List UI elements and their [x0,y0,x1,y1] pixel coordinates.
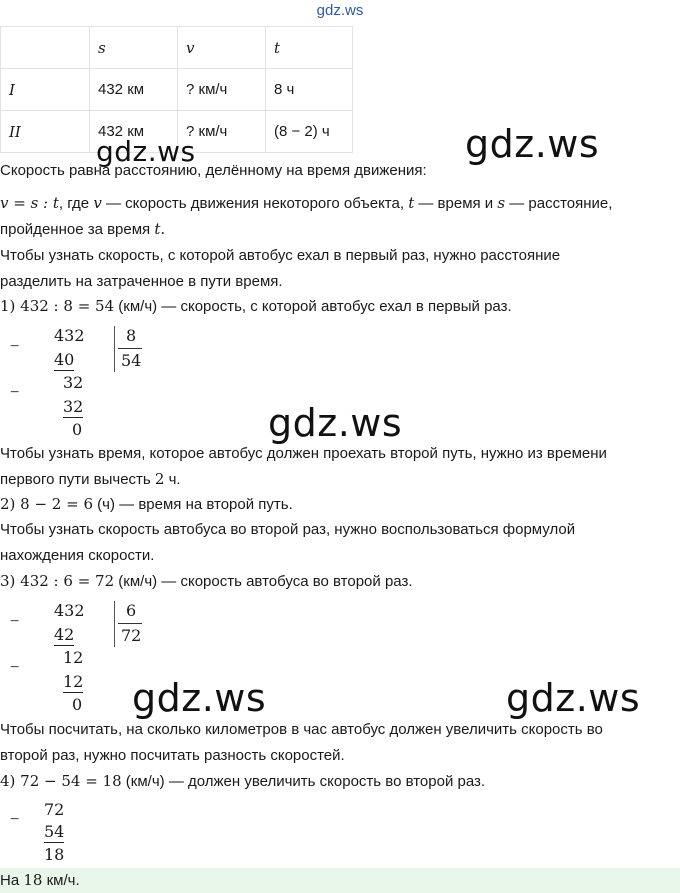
paragraph: второй раз, нужно посчитать разность скоростей. [0,747,345,764]
divisor: 8 [126,326,137,345]
paragraph: Чтобы посчитать, на сколько километров в час автобус должен увеличить скорость во [0,721,603,738]
data-table [0,26,353,153]
remainder: 32 [63,373,84,392]
partial-product: 42 [54,625,75,644]
minus-sign: − [10,384,20,401]
partial-product: 32 [63,397,84,416]
watermark: gdz.ws [268,401,403,445]
table-header-cell: v [178,27,266,69]
minus-sign: − [10,338,20,355]
step-2: 2) 8 − 2 = 6 (ч) — время на второй путь. [0,495,293,513]
final-remainder: 0 [72,420,83,439]
step-3: 3) 432 : 6 = 72 (км/ч) — скорость автобуса во второй раз. [0,572,413,590]
watermark: gdz.ws [132,676,267,720]
paragraph: v = s : t, где v — скорость движения некоторого объекта, t — время и s — расстояние, [0,194,613,212]
table-header-cell [1,27,90,69]
step-1: 1) 432 : 8 = 54 (км/ч) — скорость, с которой автобус ехал в первый раз. [0,297,512,315]
partial-product: 40 [54,350,75,369]
table-cell: (8 − 2) ч [266,111,353,153]
table-cell: 432 км [90,111,178,153]
minus-sign: − [10,659,20,676]
divisor: 6 [126,601,137,620]
minus-sign: − [10,613,20,630]
watermark: gdz.ws [465,122,600,166]
final-remainder: 0 [72,695,83,714]
paragraph: Скорость равна расстоянию, делённому на время движения: [0,162,427,179]
division-line [118,348,142,349]
minuend: 72 [44,800,65,819]
answer-box: На 18 км/ч. [0,868,680,893]
subtrahend: 54 [44,822,65,841]
table-cell: 8 ч [266,69,353,111]
table-header-row [1,27,353,69]
table-cell: ? км/ч [178,111,266,153]
table-cell: II [1,111,90,153]
table-header-cell: t [266,27,353,69]
dividend: 432 [54,601,85,620]
table-cell: 432 км [90,69,178,111]
paragraph: Чтобы узнать скорость, с которой автобус ехал в первый раз, нужно расстояние [0,247,561,264]
table-row [1,69,353,111]
step-4: 4) 72 − 54 = 18 (км/ч) — должен увеличить скорость во второй раз. [0,772,486,790]
division-bar [114,601,115,647]
quotient: 72 [121,626,142,645]
dividend: 432 [54,326,85,345]
paragraph: Чтобы узнать скорость автобуса во второй раз, нужно воспользоваться формулой [0,521,576,538]
column-subtraction [0,797,120,867]
paragraph: разделить на затраченное в пути время. [0,273,283,290]
division-bar [114,326,115,372]
paragraph: пройденное за время t. [0,220,166,238]
long-division-1 [0,322,200,440]
division-line [118,623,142,624]
table-header-cell: s [90,27,178,69]
remainder: 12 [63,648,84,667]
watermark-top: gdz.ws [316,2,364,19]
minus-sign: − [10,811,20,828]
paragraph: первого пути вычесть 2 ч. [0,470,181,488]
quotient: 54 [121,351,142,370]
paragraph: нахождения скорости. [0,547,155,564]
paragraph: Чтобы узнать время, которое автобус должен проехать второй путь, нужно из времени [0,445,607,462]
table-cell: ? км/ч [178,69,266,111]
difference: 18 [44,845,65,864]
table-cell: I [1,69,90,111]
partial-product: 12 [63,672,84,691]
watermark: gdz.ws [96,135,196,168]
watermark: gdz.ws [506,676,641,720]
